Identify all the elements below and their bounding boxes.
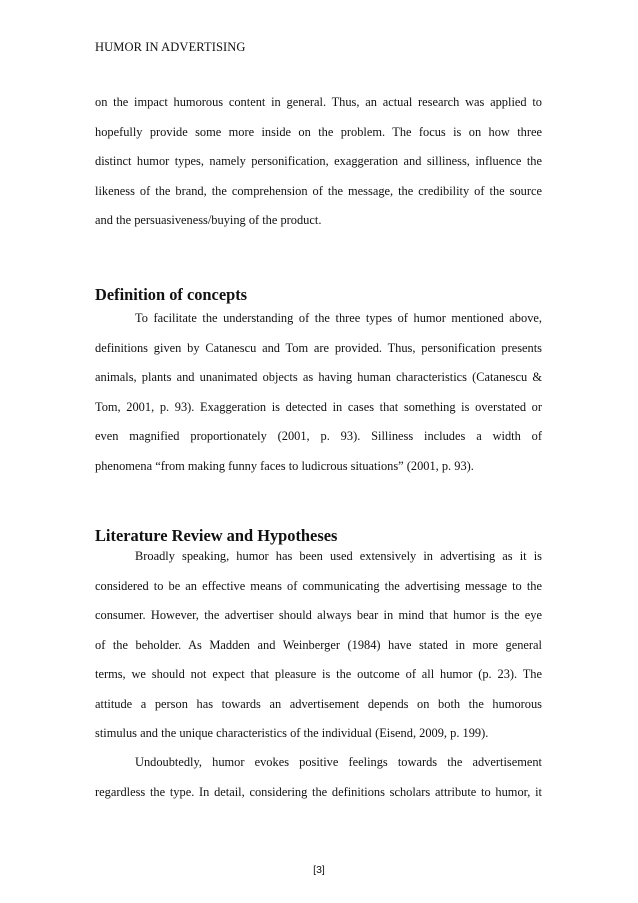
- text-line: Broadly speaking, humor has been used extensively in advertising as it is: [135, 549, 542, 563]
- text-line: terms, we should not expect that pleasure is the outcome of all humor (p. 23). The: [95, 667, 542, 681]
- literature-paragraph-2: [95, 752, 542, 811]
- text-line: regardless the type. In detail, considering the definitions scholars attribute to humor, it: [95, 784, 542, 799]
- text-line: and the persuasiveness/buying of the product.: [95, 213, 322, 227]
- text-line: animals, plants and unanimated objects as having human characteristics (Catanescu &: [95, 370, 542, 384]
- definitions-paragraph: [95, 308, 542, 485]
- text-line: considered to be an effective means of communicating the advertising message to the: [95, 578, 542, 593]
- text-line: attitude a person has towards an advertisement depends on both the humorous: [95, 696, 542, 711]
- text-line: of the beholder. As Madden and Weinberger (1984) have stated in more general: [95, 637, 542, 652]
- text-line: hopefully provide some more inside on the problem. The focus is on how three: [95, 124, 542, 139]
- text-line: on the impact humorous content in general. Thus, an actual research was applied to: [95, 95, 542, 109]
- text-line: definitions given by Catanescu and Tom are provided. Thus, personification presents: [95, 340, 542, 355]
- text-line: likeness of the brand, the comprehension of the message, the credibility of the source: [95, 183, 542, 198]
- text-line: stimulus and the unique characteristics of the individual (Eisend, 2009, p. 199).: [95, 726, 489, 740]
- text-line: even magnified proportionately (2001, p. 93). Silliness includes a width of: [95, 429, 542, 443]
- text-line: consumer. However, the advertiser should always bear in mind that humor is the eye: [95, 608, 542, 622]
- text-line: Tom, 2001, p. 93). Exaggeration is detected in cases that something is overstated or: [95, 399, 542, 414]
- running-head: HUMOR IN ADVERTISING: [95, 40, 246, 54]
- intro-paragraph: [95, 92, 542, 240]
- section-heading-literature: Literature Review and Hypotheses: [95, 526, 338, 545]
- text-line: phenomena “from making funny faces to ludicrous situations” (2001, p. 93).: [95, 458, 474, 473]
- section-heading-definitions: Definition of concepts: [95, 285, 248, 304]
- text-line: Undoubtedly, humor evokes positive feelings towards the advertisement: [135, 755, 542, 769]
- text-line: To facilitate the understanding of the three types of humor mentioned above,: [135, 311, 542, 325]
- text-line: distinct humor types, namely personification, exaggeration and silliness, influence the: [95, 154, 542, 168]
- literature-paragraph-1: [95, 546, 542, 753]
- page-number: [3]: [313, 864, 325, 876]
